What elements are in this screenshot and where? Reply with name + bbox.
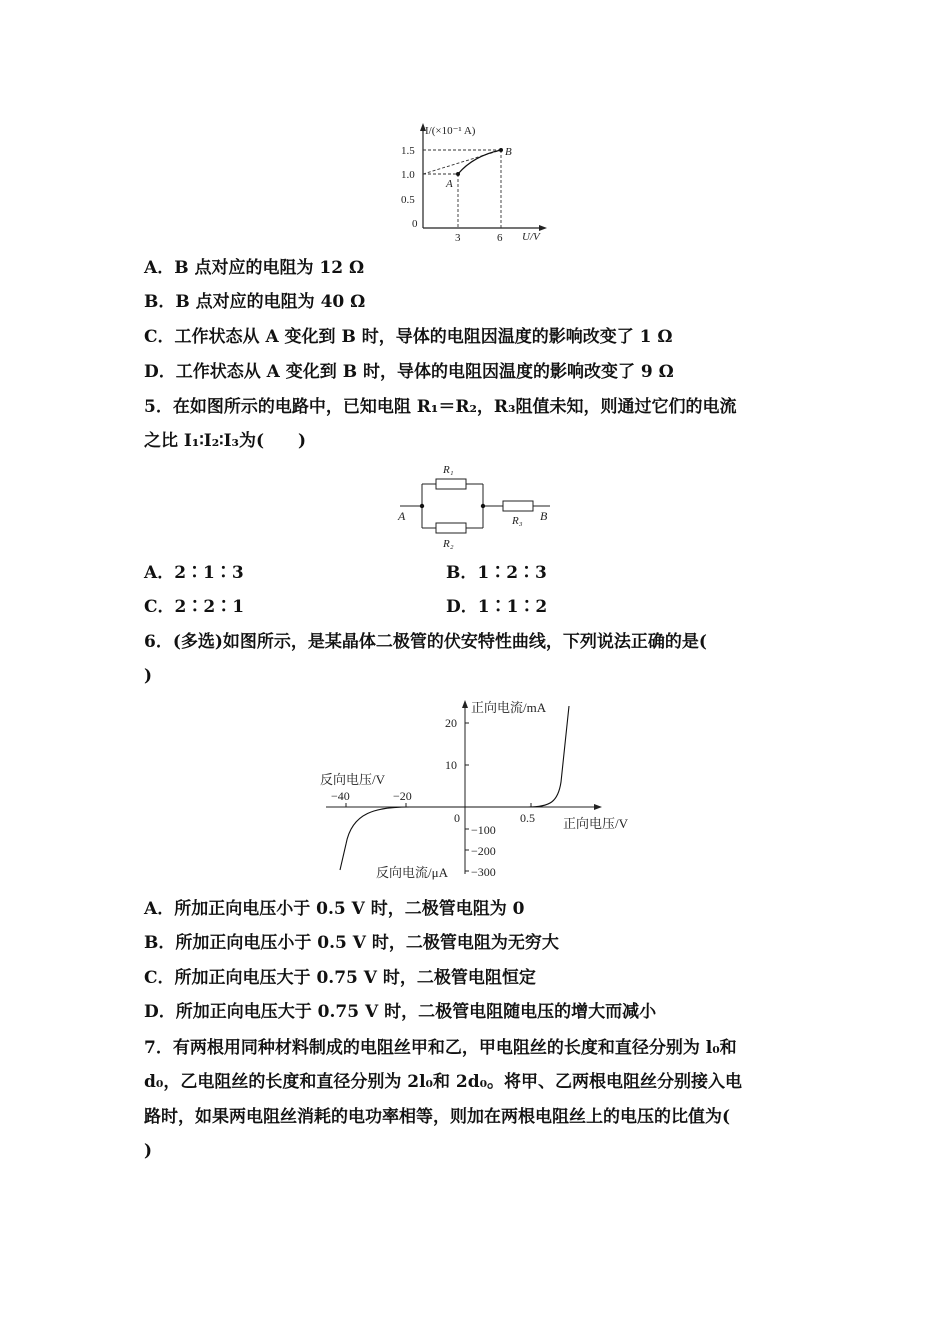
ytick-0: 0	[412, 218, 418, 230]
q4-option-a: A．B 点对应的电阻为 12 Ω	[144, 258, 365, 278]
resistor-r3	[503, 501, 533, 511]
tick-label-neg300: −300	[471, 865, 496, 879]
tick-label-neg100: −100	[471, 823, 496, 837]
resistor-r2	[436, 523, 466, 533]
circuit-diagram	[390, 458, 560, 553]
q4-option-d: D．工作状态从 A 变化到 B 时，导体的电阻因温度的影响改变了 9 Ω	[144, 362, 674, 382]
node-left	[420, 504, 424, 508]
q4-option-c: C．工作状态从 A 变化到 B 时，导体的电阻因温度的影响改变了 1 Ω	[144, 327, 673, 347]
r2-label: R₂	[443, 538, 454, 550]
q6-option-c: C．所加正向电压大于 0.75 V 时，二极管电阻恒定	[144, 968, 536, 988]
xtick-6: 6	[497, 232, 503, 244]
ytick-15: 1.5	[401, 145, 415, 157]
ytick-05: 0.5	[401, 194, 415, 206]
q4-option-b: B．B 点对应的电阻为 40 Ω	[144, 292, 366, 312]
q6-stem-line2: )	[144, 666, 153, 686]
point-b-dot	[499, 148, 503, 152]
tick-label-neg40: −40	[331, 789, 350, 803]
q5-stem-line1: 5．在如图所示的电路中，已知电阻 R₁＝R₂，R₃阻值未知，则通过它们的电流	[144, 397, 737, 417]
q6-option-d: D．所加正向电压大于 0.75 V 时，二极管电阻随电压的增大而减小	[144, 1002, 657, 1022]
reverse-current-label: 反向电流/μA	[376, 865, 448, 880]
point-b-label: B	[505, 146, 512, 158]
x-axis-arrow	[539, 225, 547, 231]
diode-y-arrow	[462, 700, 468, 708]
terminal-a-label: A	[398, 509, 406, 523]
q7-stem-line3: 路时，如果两电阻丝消耗的电功率相等，则加在两根电阻丝上的电压的比值为(	[144, 1107, 731, 1127]
q6-option-a: A．所加正向电压小于 0.5 V 时，二极管电阻为 0	[144, 899, 525, 919]
forward-curve	[465, 706, 569, 807]
diode-iv-graph	[318, 694, 638, 884]
forward-current-label: 正向电流/mA	[471, 700, 547, 715]
q5-stem-line2: 之比 I₁∶I₂∶I₃为( )	[144, 431, 307, 451]
reverse-curve	[340, 807, 465, 870]
iu-graph	[395, 120, 555, 245]
q7-stem-line1: 7．有两根用同种材料制成的电阻丝甲和乙，甲电阻丝的长度和直径分别为 l₀和	[144, 1038, 737, 1058]
xtick-3: 3	[455, 232, 461, 244]
r1-label: R₁	[443, 464, 454, 476]
reverse-voltage-label: 反向电压/V	[320, 772, 386, 787]
point-a-dot	[456, 172, 460, 176]
q6-option-b: B．所加正向电压小于 0.5 V 时，二极管电阻为无穷大	[144, 933, 559, 953]
forward-voltage-label: 正向电压/V	[563, 816, 629, 831]
q7-stem-line4: )	[144, 1141, 153, 1161]
diode-x-arrow	[594, 804, 602, 810]
terminal-b-label: B	[540, 509, 548, 523]
resistor-r1	[436, 479, 466, 489]
tick-label-neg20: −20	[393, 789, 412, 803]
x-axis-label: U/V	[522, 231, 540, 243]
tick-label-05: 0.5	[520, 811, 535, 825]
q5-option-d: D．1∶1∶2	[446, 597, 548, 617]
tick-label-neg200: −200	[471, 844, 496, 858]
q5-option-a: A．2∶1∶3	[144, 563, 244, 583]
q7-stem-line2: d₀，乙电阻丝的长度和直径分别为 2l₀和 2d₀。将甲、乙两根电阻丝分别接入电	[144, 1072, 743, 1092]
q6-stem-line1: 6．(多选)如图所示，是某晶体二极管的伏安特性曲线，下列说法正确的是(	[144, 632, 707, 652]
y-axis-label: I/(×10⁻¹ A)	[425, 125, 476, 137]
origin-label: 0	[454, 811, 460, 825]
iu-curve	[458, 150, 501, 174]
tick-label-10: 10	[445, 758, 457, 772]
q5-option-c: C．2∶2∶1	[144, 597, 245, 617]
r3-label: R₃	[512, 515, 523, 527]
ytick-10: 1.0	[401, 169, 415, 181]
tick-label-20: 20	[445, 716, 457, 730]
q5-option-b: B．1∶2∶3	[446, 563, 547, 583]
point-a-label: A	[446, 178, 453, 190]
node-right	[481, 504, 485, 508]
